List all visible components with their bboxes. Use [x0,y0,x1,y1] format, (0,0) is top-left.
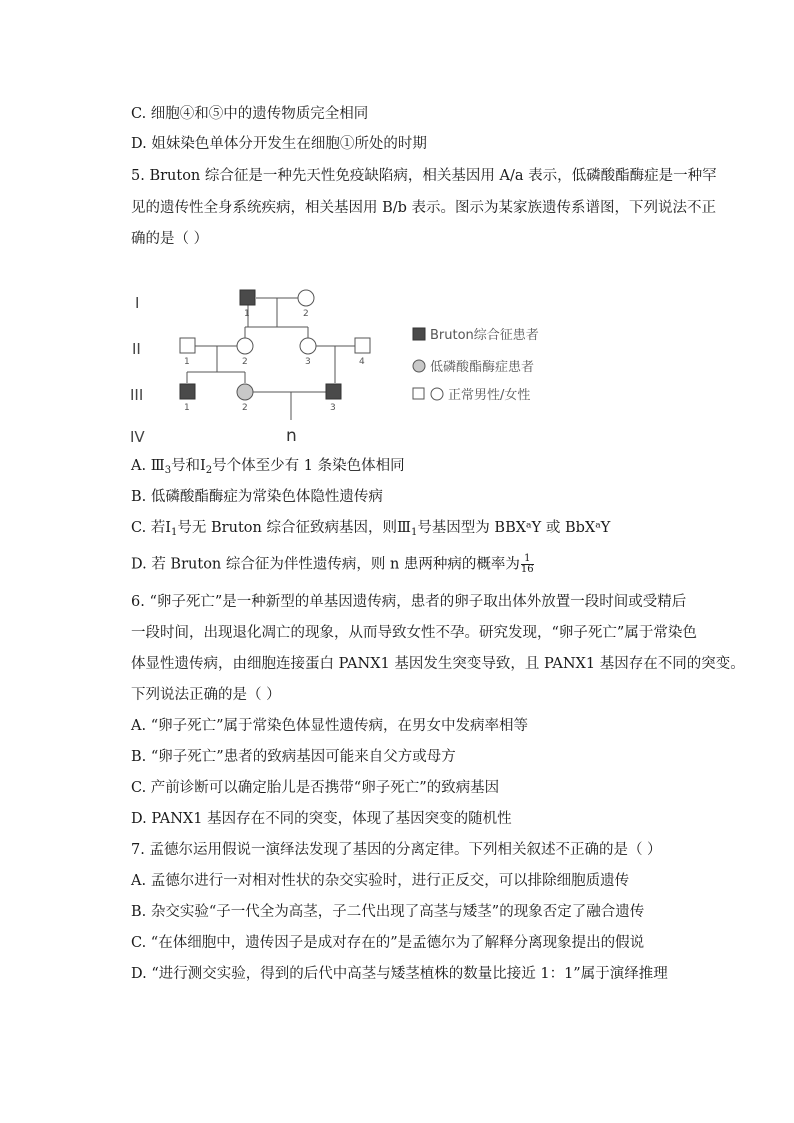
q4-option-c: C. 细胞④和⑤中的遗传物质完全相同 [131,106,369,122]
q5-option-a: A. $Ⅲ_3$号和$Ⅰ_2$号个体至少有 1 条染色体相同 [131,458,405,476]
fraction: $\frac{1}{16}$ [520,553,534,575]
q6-stem-line-2: 一段时间，出现退化凋亡的现象，从而导致女性不孕。研究发现，“卵子死亡”属于常染色 [131,625,697,641]
q7-option-a: A. 孟德尔进行一对相对性状的杂交实验时，进行正反交，可以排除细胞质遗传 [131,873,630,889]
number-III1: 1 [184,403,190,413]
pedigree-lines [187,298,355,420]
legend-normal-label: 正常男性/女性 [448,388,531,403]
legend-bruton-label: Bruton综合征患者 [430,328,539,343]
number-I2: 2 [303,309,309,319]
number-II2: 2 [242,357,248,367]
q5-option-b: B. 低磷酸酯酶症为常染色体隐性遗传病 [131,489,383,505]
number-III2: 2 [242,403,248,413]
q5-option-c: C. 若$Ⅰ_1$号无 Bruton 综合征致病基因，则$Ⅲ_1$号基因型为 BBXᵃY 或 BbXᵃY [131,520,611,538]
legend-hypophos-label: 低磷酸酯酶症患者 [430,360,535,375]
q4-option-d: D. 姐妹染色单体分开发生在细胞①所处的时期 [131,136,427,152]
generation-label-3: III [130,386,144,404]
individual-II3-normal-female [300,338,316,354]
number-II1: 1 [184,357,190,367]
q5-stem-line-1: 5. Bruton 综合征是一种先天性免疫缺陷病，相关基因用 A/a 表示，低磷酸酯酶症是一种罕 [131,168,717,184]
pedigree-chart [125,280,585,450]
q7-option-c: C. “在体细胞中，遗传因子是成对存在的”是孟德尔为了解释分离现象提出的假说 [131,935,645,951]
individual-III1-bruton-male [180,384,195,399]
generation-label-2: II [132,340,141,358]
q6-option-b: B. “卵子死亡”患者的致病基因可能来自父方或母方 [131,749,456,765]
individual-II2-normal-female [237,338,253,354]
q6-stem-line-3: 体显性遗传病，由细胞连接蛋白 PANX1 基因发生突变导致，且 PANX1 基因存在不同的突变。 [131,656,745,672]
individual-III3-bruton-male [326,384,341,399]
q7-stem: 7. 孟德尔运用假说一演绎法发现了基因的分离定律。下列相关叙述不正确的是（ ） [131,842,662,858]
legend-normal-male-swatch [413,388,424,399]
individual-I1-bruton-male [240,290,255,305]
q7-option-d: D. “进行测交实验，得到的后代中高茎与矮茎植株的数量比接近 1：1”属于演绎推理 [131,966,668,982]
q6-option-a: A. “卵子死亡”属于常染色体显性遗传病，在男女中发病率相等 [131,718,529,734]
individual-I2-normal-female [298,290,314,306]
q5-stem-line-2: 见的遗传性全身系统疾病，相关基因用 B/b 表示。图示为某家族遗传系谱图，下列说法不正 [131,200,717,216]
q7-option-b: B. 杂交实验“子一代全为高茎，子二代出现了高茎与矮茎”的现象否定了融合遗传 [131,904,645,920]
generation-label-1: I [135,294,140,312]
individual-III2-hypophos-female [237,384,253,400]
q6-option-d: D. PANX1 基因存在不同的突变，体现了基因突变的随机性 [131,811,512,827]
legend-hypophos-swatch [413,360,425,372]
individual-II1-normal-male [180,338,195,353]
number-I1: 1 [244,309,250,319]
legend-normal-female-swatch [431,388,443,400]
generation-label-4: IV [130,428,145,446]
q6-stem-line-1: 6. “卵子死亡”是一种新型的单基因遗传病，患者的卵子取出体外放置一段时间或受精后 [131,594,687,610]
individual-II4-normal-male [355,338,370,353]
q6-option-c: C. 产前诊断可以确定胎儿是否携带“卵子死亡”的致病基因 [131,780,500,796]
child-label-n: n [286,426,297,446]
q5-stem-line-3: 确的是（ ） [131,231,209,247]
number-II3: 3 [305,357,311,367]
number-III3: 3 [330,403,336,413]
number-II4: 4 [359,357,365,367]
legend-bruton-swatch [413,328,425,340]
q6-stem-line-4: 下列说法正确的是（ ） [131,687,281,703]
q5-option-d: D. 若 Bruton 综合征为伴性遗传病，则 n 患两种病的概率为 $\frac{1}{16}$ [131,553,534,575]
